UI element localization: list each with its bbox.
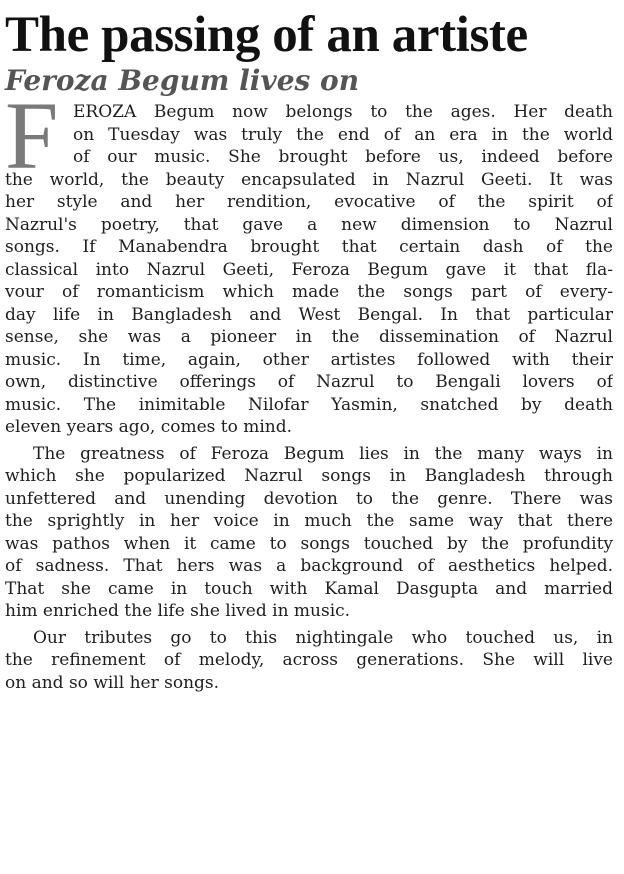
text-line: EROZA Begum now belongs to the ages. Her death	[73, 102, 613, 122]
text-line: That she came in touch with Kamal Dasgupta and married	[5, 578, 613, 599]
text-line: classical into Nazrul Geeti, Feroza Begum gave it that fla-	[5, 259, 613, 280]
text-line: him enriched the life she lived in music.	[5, 601, 351, 621]
text-line: on Tuesday was truly the end of an era in the world	[73, 124, 613, 145]
text-line: the refinement of melody, across generations. She will live	[5, 650, 613, 670]
article-body	[5, 82, 613, 694]
text-line: Our tributes go to this nightingale who touched us, in	[33, 627, 613, 648]
text-line: the sprightly in her voice in much the same way that there	[5, 511, 613, 531]
text-line: on and so will her songs.	[5, 672, 220, 693]
text-line: The greatness of Feroza Begum lies in the many ways in	[33, 443, 613, 464]
text-line: of sadness. That hers was a background of aesthetics helped.	[5, 556, 613, 576]
article	[5, 8, 613, 694]
text-line: eleven years ago, comes to mind.	[5, 417, 293, 437]
text-line: was pathos when it came to songs touched by the profundity	[5, 533, 613, 554]
text-line: own, distinctive offerings of Nazrul to Bengali lovers of	[5, 372, 613, 392]
text-line: songs. If Manabendra brought that certain dash of the	[5, 237, 613, 257]
text-line: the world, the beauty encapsulated in Nazrul Geeti. It was	[5, 169, 613, 190]
text-line: Nazrul's poetry, that gave a new dimension to Nazrul	[5, 214, 613, 235]
text-line: unfettered and unending devotion to the genre. There was	[5, 488, 613, 509]
paragraph-3	[5, 627, 613, 695]
text-line: vour of romanticism which made the songs part of every-	[5, 282, 613, 302]
text-line: of our music. She brought before us, indeed before	[73, 147, 613, 167]
text-line: day life in Bangladesh and West Bengal. In that particular	[5, 304, 613, 325]
subheadline: Feroza Begum lives on	[5, 64, 360, 97]
text-line: music. The inimitable Nilofar Yasmin, snatched by death	[5, 394, 613, 415]
text-line: which she popularized Nazrul songs in Bangladesh through	[5, 466, 613, 486]
text-line: her style and her rendition, evocative of the spirit of	[5, 192, 613, 212]
paragraph-2	[5, 443, 613, 623]
text-line: music. In time, again, other artistes followed with their	[5, 349, 613, 370]
drop-cap: F	[5, 82, 59, 189]
text-line: sense, she was a pioneer in the dissemination of Nazrul	[5, 327, 613, 347]
headline: The passing of an artiste	[5, 7, 528, 63]
paragraph-1	[5, 82, 613, 439]
